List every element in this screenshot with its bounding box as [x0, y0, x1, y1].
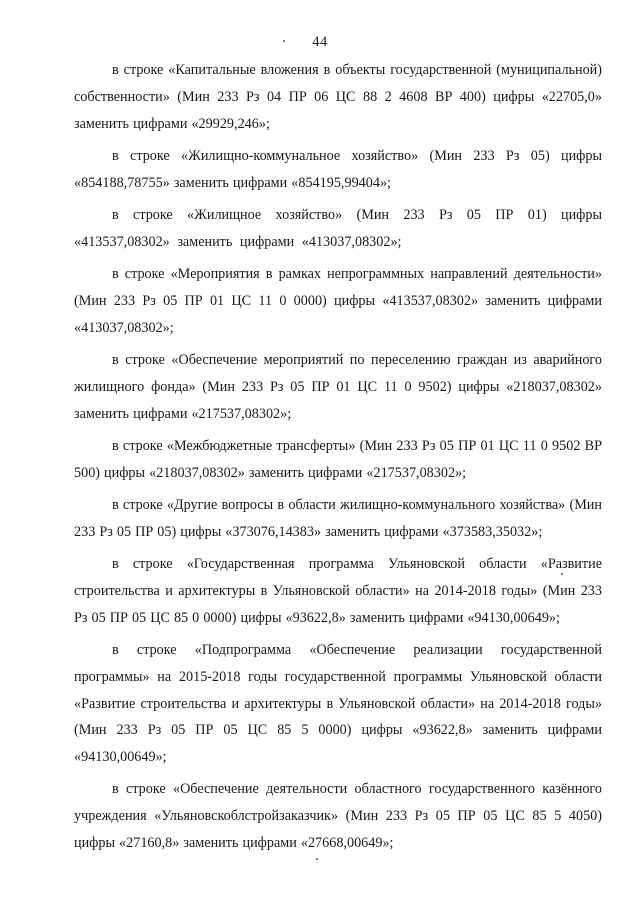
paragraph-non-program-activities: в строке «Мероприятия в рамках непрограммных направлений деятельности» (Мин 233 Рз 05 ПР 01 ЦС 11 0 0000) цифры «413537,08302» заменить цифрами «413037,08302»;	[74, 266, 602, 336]
paragraph-resettlement: в строке «Обеспечение мероприятий по переселению граждан из аварийного жилищного фонда» (Мин 233 Рз 05 ПР 01 ЦС 11 0 9502) цифры «218037,08302» заменить цифрами «217537,08302»;	[74, 351, 602, 422]
page-number: 44	[312, 34, 328, 50]
paragraph-other-housing-issues: в строке «Другие вопросы в области жилищно-коммунального хозяйства» (Мин 233 Рз 05 ПР 05) цифры «373076,14383» заменить цифрами «373583,35032»;	[74, 496, 602, 540]
paragraph-subprogram: в строке «Подпрограмма «Обеспечение реализации государственной программы» на 2015-2018 годы государственной программы Ульяновской области «Развитие строительства и архитектуры в Ульяновской области» на 2014-2018 годы» (Мин 233 Рз 05 ПР 05 ЦС 85 5 0000) цифры «93622,8» заменить цифрами «94130,00649»;	[74, 641, 602, 766]
paragraph-interbudget-transfers: в строке «Межбюджетные трансферты» (Мин 233 Рз 05 ПР 01 ЦС 11 0 9502 ВР 500) цифры «218037,08302» заменить цифрами «217537,08302»;	[74, 437, 602, 481]
scan-speck	[316, 858, 318, 860]
paragraph-customer-institution: в строке «Обеспечение деятельности областного государственного казённого учреждения «Ульяновскоблстройзаказчик» (Мин 233 Рз 05 ПР 05 ЦС 85 5 4050) цифры «27160,8» заменить цифрами «27668,00649»;	[74, 781, 602, 852]
paragraph-housing-utilities: в строке «Жилищно-коммунальное хозяйство» (Мин 233 Рз 05) цифры «854188,78755» заменить цифрами «854195,99404»;	[74, 147, 602, 191]
paragraph-state-program: в строке «Государственная программа Ульяновской области «Развитие строительства и архитектуры в Ульяновской области» на 2014-2018 годы» (Мин 233 Рз 05 ПР 05 ЦС 85 0 0000) цифры «93622,8» заменить цифрами «94130,00649»;	[74, 556, 602, 626]
document-body	[74, 57, 602, 862]
paragraph-housing: в строке «Жилищное хозяйство» (Мин 233 Рз 05 ПР 01) цифры «413537,08302» заменить цифрами «413037,08302»;	[74, 206, 602, 250]
scan-speck	[561, 573, 563, 575]
scan-speck	[283, 40, 285, 42]
paragraph-capital-investments: в строке «Капитальные вложения в объекты государственной (муниципальной) собственности» (Мин 233 Рз 04 ПР 06 ЦС 88 2 4608 ВР 400) цифры «22705,0» заменить цифрами «29929,246»;	[74, 62, 602, 132]
